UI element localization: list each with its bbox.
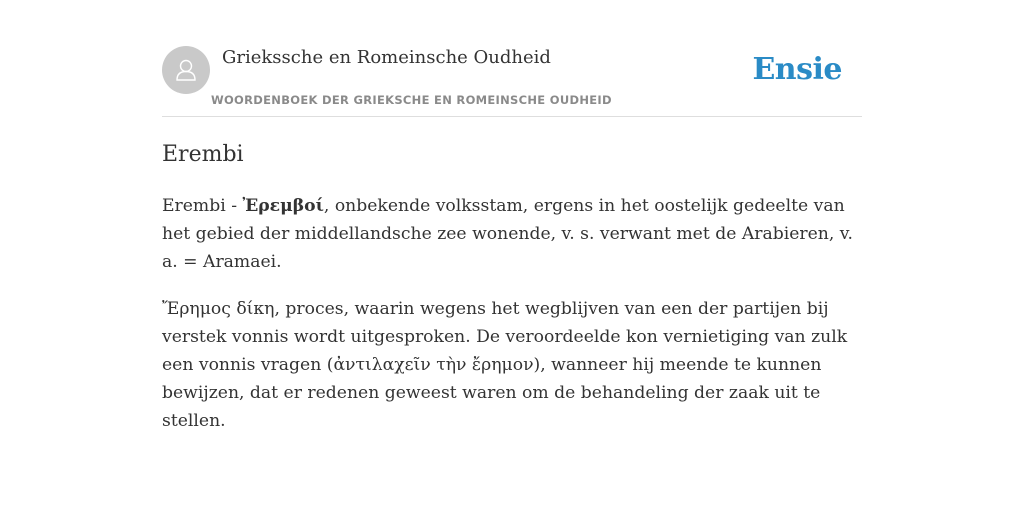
site-title[interactable]: Griekssche en Romeinsche Oudheid [222, 47, 551, 68]
entry-prefix: Erembi - [162, 196, 243, 216]
brand-logo[interactable]: Ensie [752, 52, 842, 87]
avatar[interactable] [162, 46, 210, 94]
entry-body [162, 192, 862, 454]
site-subtitle: WOORDENBOEK DER GRIEKSCHE EN ROMEINSCHE OUDHEID [211, 93, 612, 107]
user-icon [172, 56, 200, 84]
greek-term: Ἐρεμβοί [242, 196, 324, 216]
entry-title: Erembi [162, 142, 244, 167]
entry-definition: , onbekende volksstam, ergens in het oostelijk gedeelte van het gebied der middellandsche zee wonende, v. s. verwant met de Arabieren, v. a. = Aramaei. [162, 196, 853, 272]
entry-paragraph-2: Ἔρημος δίκη, proces, waarin wegens het wegblijven van een der partijen bij verstek vonnis wordt uitgesproken. De veroordeelde kon vernietiging van zulk een vonnis vragen (ἀντιλαχεῖν τὴν ἔρημον), wanneer hij meende te kunnen bewijzen, dat er redenen geweest waren om de behandeling der zaak uit te stellen. [162, 299, 848, 431]
entry-paragraph-1 [162, 192, 862, 276]
header [162, 46, 862, 117]
